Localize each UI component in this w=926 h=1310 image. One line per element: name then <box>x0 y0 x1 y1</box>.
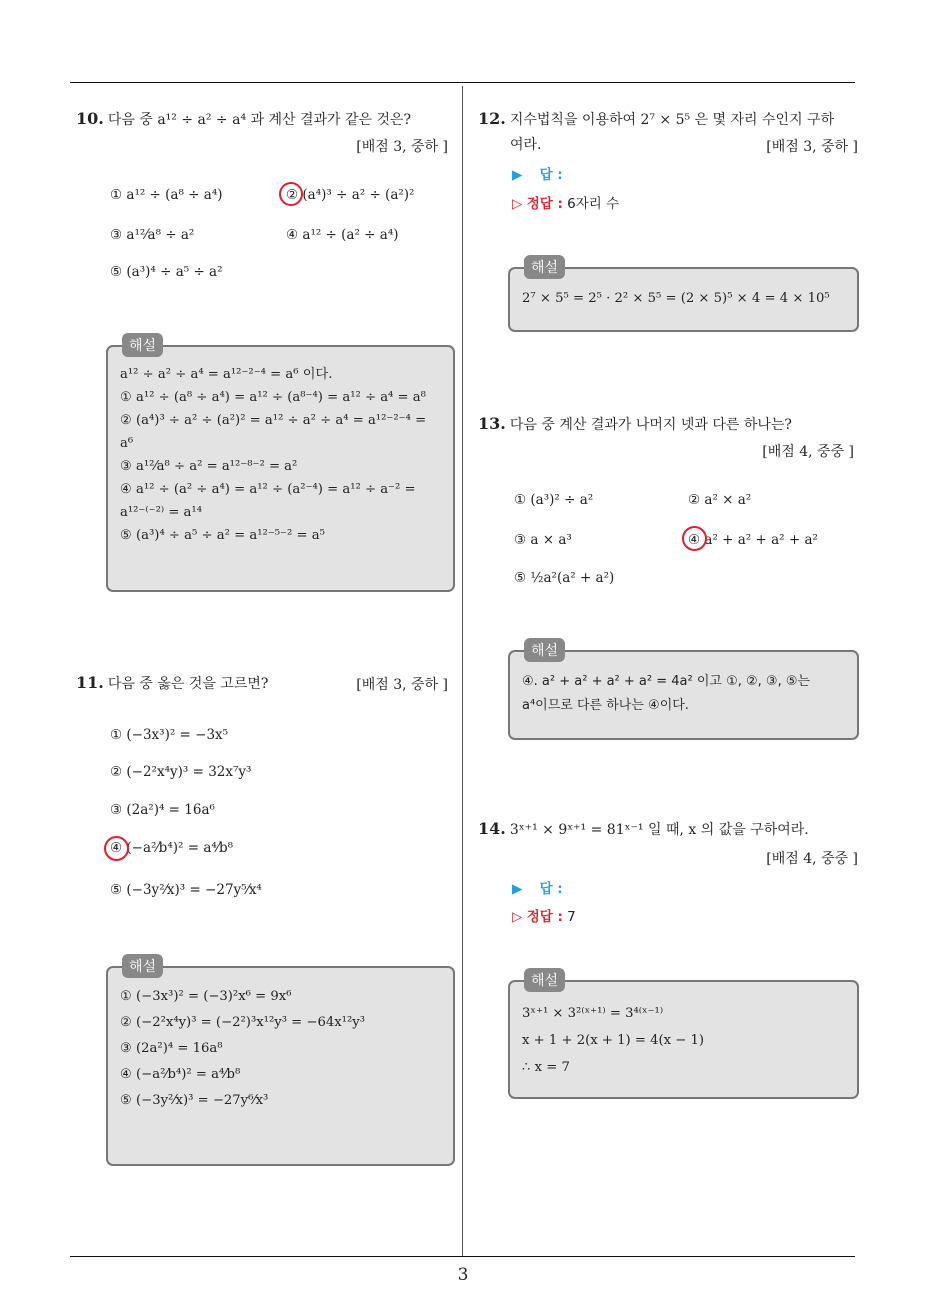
q10-option-3[interactable]: ③ a¹²⁄a⁸ ÷ a² <box>110 227 195 243</box>
solution-line: ⑤ (a³)⁴ ÷ a⁵ ÷ a² = a¹²⁻⁵⁻² = a⁵ <box>120 528 325 543</box>
solution-line: a⁴이므로 다른 하나는 ④이다. <box>522 698 689 713</box>
solution-line: ④ a¹² ÷ (a² ÷ a⁴) = a¹² ÷ (a²⁻⁴) = a¹² ÷ a⁻² = <box>120 482 416 497</box>
solution-line: ④. a² + a² + a² + a² = 4a² 이고 ①, ②, ③, ⑤는 <box>522 674 811 689</box>
solution-line: ⑤ (−3y²⁄x)³ = −27y⁶⁄x³ <box>120 1093 269 1108</box>
solution-line: ② (−2²x⁴y)³ = (−2²)³x¹²y³ = −64x¹²y³ <box>120 1015 365 1030</box>
question-12-cont: 여라. <box>510 137 542 153</box>
q14-correct-row <box>512 905 576 925</box>
play-icon: ▶ <box>512 167 523 183</box>
solution-line: 3ˣ⁺¹ × 3²⁽ˣ⁺¹⁾ = 3⁴⁽ˣ⁻¹⁾ <box>522 1006 664 1021</box>
triangle-outline-icon: ▷ <box>512 196 523 212</box>
q13-option-3[interactable]: ③ a × a³ <box>514 532 572 548</box>
question-number: 11. <box>76 673 104 692</box>
page-number: 3 <box>457 1265 469 1285</box>
question-13 <box>478 413 792 436</box>
question-14-score: [배점 4, 중중 ] <box>766 851 858 867</box>
question-text: 다음 중 a¹² ÷ a² ÷ a⁴ 과 계산 결과가 같은 것은? <box>107 112 412 128</box>
q12-answer-row[interactable] <box>512 163 563 183</box>
answer-label: 답 : <box>539 167 563 183</box>
question-text: 다음 중 계산 결과가 나머지 넷과 다른 하나는? <box>509 417 792 433</box>
question-text: 지수법칙을 이용하여 2⁷ × 5⁵ 은 몇 자리 수인지 구하 <box>509 112 835 128</box>
solution-line: ∴ x = 7 <box>522 1060 570 1075</box>
bottom-rule <box>70 1256 855 1257</box>
q14-answer-row[interactable] <box>512 877 563 897</box>
solution-line: 2⁷ × 5⁵ = 2⁵ · 2² × 5⁵ = (2 × 5)⁵ × 4 = 4 × 10⁵ <box>522 291 830 306</box>
q10-option-5[interactable]: ⑤ (a³)⁴ ÷ a⁵ ÷ a² <box>110 264 223 280</box>
solution-tag: 해설 <box>524 255 565 279</box>
question-13-score: [배점 4, 중중 ] <box>762 444 854 460</box>
question-text: 다음 중 옳은 것을 고르면? <box>107 676 269 692</box>
q11-option-4[interactable]: ④ (−a²⁄b⁴)² = a⁴⁄b⁸ <box>110 840 234 856</box>
q10-answer-mark <box>279 182 303 206</box>
solution-line: a¹²⁻⁽⁻²⁾ = a¹⁴ <box>120 505 202 520</box>
solution-line: ① a¹² ÷ (a⁸ ÷ a⁴) = a¹² ÷ (a⁸⁻⁴) = a¹² ÷ a⁴ = a⁸ <box>120 390 426 405</box>
question-10 <box>76 108 411 131</box>
top-rule <box>70 82 855 83</box>
solution-line: a¹² ÷ a² ÷ a⁴ = a¹²⁻²⁻⁴ = a⁶ 이다. <box>120 367 333 382</box>
solution-tag: 해설 <box>122 954 163 978</box>
q10-solution-box <box>106 338 455 592</box>
q10-option-1[interactable]: ① a¹² ÷ (a⁸ ÷ a⁴) <box>110 187 223 203</box>
question-number: 13. <box>478 414 506 433</box>
q13-option-4[interactable]: ④ a² + a² + a² + a² <box>688 532 818 548</box>
solution-tag: 해설 <box>524 968 565 992</box>
question-text: 3ˣ⁺¹ × 9ˣ⁺¹ = 81ˣ⁻¹ 일 때, x 의 값을 구하여라. <box>509 822 809 838</box>
solution-tag: 해설 <box>122 333 163 357</box>
q11-answer-mark <box>104 836 129 861</box>
question-number: 10. <box>76 109 104 128</box>
correct-value: 7 <box>567 909 576 925</box>
play-icon: ▶ <box>512 881 523 897</box>
q10-option-2[interactable]: ② (a⁴)³ ÷ a² ÷ (a²)² <box>286 187 415 203</box>
question-12-score: [배점 3, 중하 ] <box>766 139 858 155</box>
column-divider <box>462 86 463 1256</box>
solution-tag: 해설 <box>524 638 565 662</box>
solution-line: ② (a⁴)³ ÷ a² ÷ (a²)² = a¹² ÷ a² ÷ a⁴ = a¹²⁻²⁻⁴ = <box>120 413 427 428</box>
solution-line: x + 1 + 2(x + 1) = 4(x − 1) <box>522 1033 705 1048</box>
q11-solution-box <box>106 959 455 1166</box>
q11-option-5[interactable]: ⑤ (−3y²⁄x)³ = −27y⁵⁄x⁴ <box>110 882 262 898</box>
correct-label: 정답 : <box>526 909 563 925</box>
question-11 <box>76 672 268 695</box>
question-11-score: [배점 3, 중하 ] <box>356 677 448 693</box>
solution-line: a⁶ <box>120 436 134 451</box>
answer-label: 답 : <box>539 881 563 897</box>
q13-option-5[interactable]: ⑤ ½a²(a² + a²) <box>514 570 615 586</box>
triangle-outline-icon: ▷ <box>512 909 523 925</box>
solution-line: ③ (2a²)⁴ = 16a⁸ <box>120 1041 223 1056</box>
q13-answer-mark <box>682 526 707 551</box>
solution-line: ① (−3x³)² = (−3)²x⁶ = 9x⁶ <box>120 989 292 1004</box>
solution-line: ④ (−a²⁄b⁴)² = a⁴⁄b⁸ <box>120 1067 241 1082</box>
question-number: 12. <box>478 109 506 128</box>
solution-line: ③ a¹²⁄a⁸ ÷ a² = a¹²⁻⁸⁻² = a² <box>120 459 298 474</box>
q13-solution-box <box>508 643 859 740</box>
question-14 <box>478 818 809 841</box>
q11-option-1[interactable]: ① (−3x³)² = −3x⁵ <box>110 727 229 743</box>
q13-option-1[interactable]: ① (a³)² ÷ a² <box>514 492 594 508</box>
correct-value: 6자리 수 <box>567 196 620 212</box>
question-10-score: [배점 3, 중하 ] <box>356 139 448 155</box>
q11-option-2[interactable]: ② (−2²x⁴y)³ = 32x⁷y³ <box>110 764 252 780</box>
q11-option-3[interactable]: ③ (2a²)⁴ = 16a⁶ <box>110 802 215 818</box>
q12-solution-box <box>508 260 859 332</box>
correct-label: 정답 : <box>526 196 563 212</box>
question-12 <box>478 108 858 131</box>
q12-correct-row <box>512 192 619 212</box>
q14-solution-box <box>508 973 859 1099</box>
q10-option-4[interactable]: ④ a¹² ÷ (a² ÷ a⁴) <box>286 227 399 243</box>
q13-option-2[interactable]: ② a² × a² <box>688 492 752 508</box>
question-number: 14. <box>478 819 506 838</box>
